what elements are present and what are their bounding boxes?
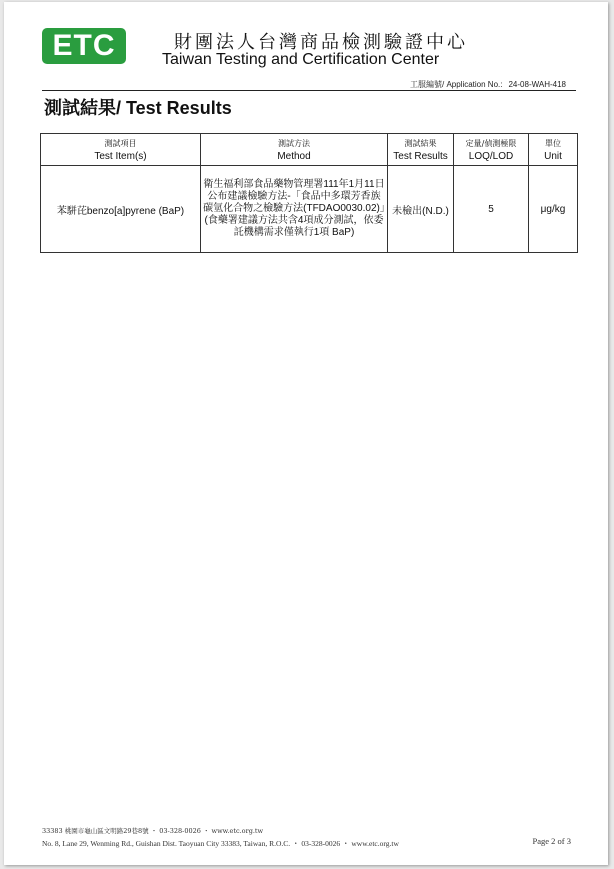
header-test-item-en: Test Item(s) xyxy=(94,150,147,162)
header-loq-lod-en: LOQ/LOD xyxy=(468,150,514,162)
header-divider xyxy=(42,90,576,91)
header-test-results-en: Test Results xyxy=(393,150,448,162)
application-number xyxy=(410,79,566,90)
report-page xyxy=(4,2,608,865)
header-method xyxy=(201,134,388,166)
page-number: Page 2 of 3 xyxy=(532,836,571,846)
cell-test-item: 苯駢芘benzo[a]pyrene (BaP) xyxy=(41,166,201,253)
table-header-row xyxy=(41,134,578,166)
cell-test-result: 未檢出(N.D.) xyxy=(388,166,454,253)
header-loq-lod xyxy=(454,134,529,166)
header-unit xyxy=(529,134,578,166)
cell-loq-lod: 5 xyxy=(454,166,529,253)
logo-text: ETC xyxy=(52,29,116,62)
header-unit-zh: 單位 xyxy=(545,138,561,148)
cell-unit: μg/kg xyxy=(529,166,578,253)
application-label: 工服編號/ Application No.: xyxy=(410,80,503,89)
header-test-item xyxy=(41,134,201,166)
header-test-item-zh: 測試項目 xyxy=(104,138,137,148)
header-test-results-zh: 測試結果 xyxy=(404,138,437,148)
footer-address-en: No. 8, Lane 29, Wenming Rd., Guishan Dist. Taoyuan City 33383, Taiwan, R.O.C. ・ 03-328-0026 ・ www.etc.org.tw xyxy=(42,839,399,848)
header-loq-lod-zh: 定量/偵測極限 xyxy=(465,138,517,148)
header-method-en: Method xyxy=(277,150,311,162)
header-method-zh: 測試方法 xyxy=(278,138,310,148)
table-row xyxy=(41,166,578,253)
org-name-en: Taiwan Testing and Certification Center xyxy=(162,51,440,68)
header-unit-en: Unit xyxy=(544,150,562,162)
header-test-results xyxy=(388,134,454,166)
application-value: 24-08-WAH-418 xyxy=(508,80,566,89)
etc-logo xyxy=(42,28,126,64)
footer-address-zh: 33383 桃園市龜山區文明路29巷8號 ・ 03-328-0026 ・ www.etc.org.tw xyxy=(42,827,264,835)
cell-method: 衛生福利部食品藥物管理署111年1月11日公布建議檢驗方法-「食品中多環芳香族碳氫化合物之檢驗方法(TFDAO0030.02)」(食藥署建議方法共含4項成分測試，依委託機構需求僅執行1項 BaP) xyxy=(201,166,388,253)
section-title: 測試結果/ Test Results xyxy=(44,98,232,118)
results-table xyxy=(40,133,578,253)
org-name-zh: 財團法人台灣商品檢測驗證中心 xyxy=(174,32,468,53)
